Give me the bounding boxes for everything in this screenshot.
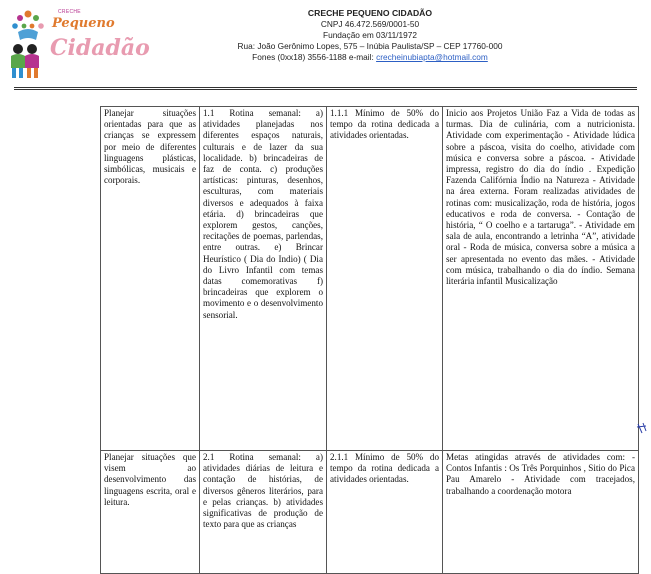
- contact-line: [180, 52, 560, 63]
- plan-table: [100, 106, 639, 574]
- header-rule-top: [14, 87, 637, 88]
- action-cell: 2.1 Rotina semanal: a) atividades diárias de leitura e contação de histórias, de diversos gêneros literários, para e pelas crianças. b) atividades significativas de produção de texto para que as crianças: [200, 451, 327, 574]
- action-cell: 1.1 Rotina semanal: a) atividades planejadas nos diferentes espaços naturais, culturais e de lazer da sua localidade. b) brincadeiras de faz de conta. c) produções artísticas: pinturas, desenhos, esculturas, com materiais diversos e adequados à faixa etária. d) brincadeiras que explorem gestos, canções, recitações de poemas, parlendas, entre outras. e) Brincar Heurístico ( Dia do Indio) ( Dia do Livro Infantil com temas datas comemorativas f) brincadeiras que explorem o movimento e o desenvolvimento sensorial.: [200, 107, 327, 451]
- letterhead-text: [180, 8, 560, 63]
- letterhead: [0, 0, 651, 100]
- goal-cell: 2.1.1 Mínimo de 50% do tempo da rotina dedicada a atividades orientadas.: [327, 451, 443, 574]
- logo-label-creche: CRECHE: [58, 9, 81, 15]
- phone: Fones (0xx18) 3556-1188 e-mail:: [252, 52, 377, 62]
- objective-cell: Planejar situações orientadas para que as crianças se expressem por meio de diferentes linguagens plásticas, simbólicas, musicais e corporais.: [101, 107, 200, 451]
- table-row: [101, 451, 639, 574]
- header-rule-bottom: [14, 89, 637, 90]
- founded-date: Fundação em 03/11/1972: [323, 30, 417, 40]
- results-cell: Inicio aos Projetos União Faz a Vida de todas as turmas. Dia de culinária, com a nutricionista. Atividade com experimentação - Atividade lúdica sobre a páscoa, visita do coelho, atividade com música e conversa sobre a páscoa. - Atividade impressa, registro do dia do índio . Expedição Fazenda Califórnia Índio na Natureza - Atividade na área externa. Foram realizadas atividades de rotinas com: musicalização, roda de história, jogos educativos e roda de conversa. - Contação de história, “ O coelho e a tartaruga”. - Atividade em sala de aula, encontrando a letrinha “A”, atividade oral - Roda de música, conversa sobre a música a ser apresentada no evento das mães. - Atividade com música, trabalhando o dia do índio. Semana literária infantil Musicalização: [443, 107, 639, 451]
- goal-cell: 1.1.1 Mínimo de 50% do tempo da rotina dedicada a atividades orientadas.: [327, 107, 443, 451]
- results-cell: Metas atingidas através de atividades com: - Contos Infantis : Os Três Porquinhos , Sitio do Pica Pau Amarelo - Atividade com tracejados, trabalhando a coordenação motora: [443, 451, 639, 574]
- creche-logo: [6, 4, 150, 84]
- signature-mark-icon: [636, 421, 648, 435]
- table-row: [101, 107, 639, 451]
- cnpj: CNPJ 46.472.569/0001-50: [320, 19, 420, 29]
- address: Rua: João Gerônimo Lopes, 575 – Inúbia Paulista/SP – CEP 17760-000: [237, 41, 503, 51]
- email-link[interactable]: crecheinubiapta@hotmail.com: [376, 52, 488, 62]
- logo-label-pequeno: Pequeno: [52, 16, 115, 31]
- logo-label-cidadao: Cidadão: [50, 35, 150, 61]
- org-name: CRECHE PEQUENO CIDADÃO: [307, 8, 433, 18]
- objective-cell: Planejar situações que visem ao desenvolvimento das linguagens escrita, oral e leitura.: [101, 451, 200, 574]
